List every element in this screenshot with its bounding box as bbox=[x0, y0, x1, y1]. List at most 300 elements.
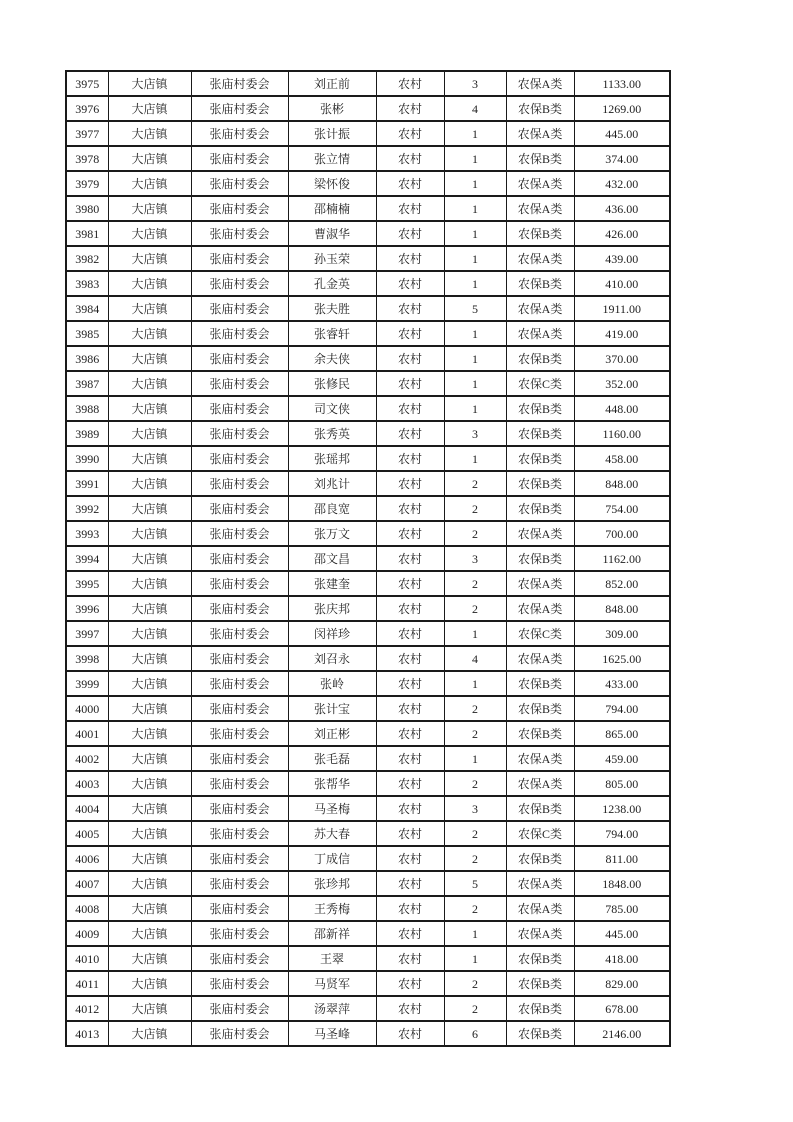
cell-village-committee: 张庙村委会 bbox=[191, 271, 288, 296]
cell-person-name: 余夫侠 bbox=[288, 346, 376, 371]
cell-insurance-category: 农保B类 bbox=[506, 721, 574, 746]
cell-insurance-category: 农保A类 bbox=[506, 121, 574, 146]
cell-person-count: 1 bbox=[444, 321, 506, 346]
cell-amount: 459.00 bbox=[574, 746, 670, 771]
cell-insurance-category: 农保B类 bbox=[506, 846, 574, 871]
cell-residence-type: 农村 bbox=[376, 471, 444, 496]
cell-serial-number: 3984 bbox=[66, 296, 108, 321]
cell-amount: 1625.00 bbox=[574, 646, 670, 671]
cell-serial-number: 4001 bbox=[66, 721, 108, 746]
cell-residence-type: 农村 bbox=[376, 171, 444, 196]
cell-residence-type: 农村 bbox=[376, 596, 444, 621]
cell-person-name: 司文侠 bbox=[288, 396, 376, 421]
cell-town: 大店镇 bbox=[108, 396, 191, 421]
cell-person-name: 邵良宽 bbox=[288, 496, 376, 521]
cell-insurance-category: 农保A类 bbox=[506, 521, 574, 546]
cell-town: 大店镇 bbox=[108, 796, 191, 821]
cell-residence-type: 农村 bbox=[376, 971, 444, 996]
table-row bbox=[66, 646, 670, 671]
table-row bbox=[66, 371, 670, 396]
cell-residence-type: 农村 bbox=[376, 846, 444, 871]
cell-person-count: 1 bbox=[444, 621, 506, 646]
cell-town: 大店镇 bbox=[108, 846, 191, 871]
cell-town: 大店镇 bbox=[108, 1021, 191, 1046]
cell-town: 大店镇 bbox=[108, 221, 191, 246]
insurance-records-table bbox=[65, 70, 671, 1047]
cell-person-name: 马贤军 bbox=[288, 971, 376, 996]
cell-person-count: 1 bbox=[444, 396, 506, 421]
cell-amount: 448.00 bbox=[574, 396, 670, 421]
cell-town: 大店镇 bbox=[108, 721, 191, 746]
cell-person-count: 1 bbox=[444, 196, 506, 221]
cell-village-committee: 张庙村委会 bbox=[191, 971, 288, 996]
cell-amount: 374.00 bbox=[574, 146, 670, 171]
cell-serial-number: 3981 bbox=[66, 221, 108, 246]
cell-person-name: 王秀梅 bbox=[288, 896, 376, 921]
cell-residence-type: 农村 bbox=[376, 521, 444, 546]
cell-person-count: 2 bbox=[444, 571, 506, 596]
cell-person-count: 3 bbox=[444, 71, 506, 96]
cell-insurance-category: 农保A类 bbox=[506, 921, 574, 946]
cell-residence-type: 农村 bbox=[376, 396, 444, 421]
cell-serial-number: 4006 bbox=[66, 846, 108, 871]
cell-town: 大店镇 bbox=[108, 946, 191, 971]
table-row bbox=[66, 321, 670, 346]
cell-serial-number: 3990 bbox=[66, 446, 108, 471]
cell-insurance-category: 农保B类 bbox=[506, 346, 574, 371]
cell-serial-number: 3986 bbox=[66, 346, 108, 371]
cell-insurance-category: 农保B类 bbox=[506, 696, 574, 721]
cell-village-committee: 张庙村委会 bbox=[191, 421, 288, 446]
cell-amount: 445.00 bbox=[574, 921, 670, 946]
cell-amount: 754.00 bbox=[574, 496, 670, 521]
cell-town: 大店镇 bbox=[108, 271, 191, 296]
cell-town: 大店镇 bbox=[108, 371, 191, 396]
cell-village-committee: 张庙村委会 bbox=[191, 71, 288, 96]
cell-serial-number: 3989 bbox=[66, 421, 108, 446]
cell-town: 大店镇 bbox=[108, 821, 191, 846]
cell-insurance-category: 农保B类 bbox=[506, 796, 574, 821]
cell-serial-number: 3982 bbox=[66, 246, 108, 271]
cell-person-count: 1 bbox=[444, 171, 506, 196]
cell-person-count: 1 bbox=[444, 446, 506, 471]
cell-village-committee: 张庙村委会 bbox=[191, 221, 288, 246]
cell-person-name: 汤翠萍 bbox=[288, 996, 376, 1021]
cell-village-committee: 张庙村委会 bbox=[191, 771, 288, 796]
cell-insurance-category: 农保C类 bbox=[506, 371, 574, 396]
cell-person-name: 张立情 bbox=[288, 146, 376, 171]
cell-town: 大店镇 bbox=[108, 746, 191, 771]
cell-serial-number: 3997 bbox=[66, 621, 108, 646]
records-table-body bbox=[66, 71, 670, 1046]
cell-insurance-category: 农保A类 bbox=[506, 171, 574, 196]
cell-residence-type: 农村 bbox=[376, 121, 444, 146]
cell-residence-type: 农村 bbox=[376, 946, 444, 971]
cell-serial-number: 4005 bbox=[66, 821, 108, 846]
cell-serial-number: 4000 bbox=[66, 696, 108, 721]
cell-insurance-category: 农保A类 bbox=[506, 296, 574, 321]
cell-village-committee: 张庙村委会 bbox=[191, 621, 288, 646]
cell-town: 大店镇 bbox=[108, 346, 191, 371]
cell-town: 大店镇 bbox=[108, 646, 191, 671]
table-row bbox=[66, 546, 670, 571]
cell-residence-type: 农村 bbox=[376, 1021, 444, 1046]
cell-town: 大店镇 bbox=[108, 871, 191, 896]
cell-person-name: 邵新祥 bbox=[288, 921, 376, 946]
cell-amount: 439.00 bbox=[574, 246, 670, 271]
cell-town: 大店镇 bbox=[108, 496, 191, 521]
cell-town: 大店镇 bbox=[108, 696, 191, 721]
cell-insurance-category: 农保A类 bbox=[506, 771, 574, 796]
cell-person-name: 梁怀俊 bbox=[288, 171, 376, 196]
cell-amount: 419.00 bbox=[574, 321, 670, 346]
cell-person-name: 刘召永 bbox=[288, 646, 376, 671]
cell-town: 大店镇 bbox=[108, 896, 191, 921]
cell-serial-number: 4011 bbox=[66, 971, 108, 996]
table-row bbox=[66, 121, 670, 146]
cell-amount: 805.00 bbox=[574, 771, 670, 796]
cell-person-count: 1 bbox=[444, 346, 506, 371]
cell-village-committee: 张庙村委会 bbox=[191, 471, 288, 496]
table-row bbox=[66, 971, 670, 996]
cell-town: 大店镇 bbox=[108, 321, 191, 346]
table-row bbox=[66, 946, 670, 971]
cell-residence-type: 农村 bbox=[376, 96, 444, 121]
cell-insurance-category: 农保B类 bbox=[506, 96, 574, 121]
cell-amount: 426.00 bbox=[574, 221, 670, 246]
cell-serial-number: 4003 bbox=[66, 771, 108, 796]
table-row bbox=[66, 221, 670, 246]
cell-insurance-category: 农保A类 bbox=[506, 321, 574, 346]
cell-village-committee: 张庙村委会 bbox=[191, 296, 288, 321]
cell-amount: 785.00 bbox=[574, 896, 670, 921]
cell-person-count: 2 bbox=[444, 496, 506, 521]
cell-insurance-category: 农保B类 bbox=[506, 446, 574, 471]
cell-insurance-category: 农保B类 bbox=[506, 496, 574, 521]
cell-amount: 700.00 bbox=[574, 521, 670, 546]
cell-person-name: 闵祥珍 bbox=[288, 621, 376, 646]
cell-person-count: 2 bbox=[444, 896, 506, 921]
cell-serial-number: 3991 bbox=[66, 471, 108, 496]
cell-serial-number: 3985 bbox=[66, 321, 108, 346]
cell-town: 大店镇 bbox=[108, 671, 191, 696]
cell-amount: 410.00 bbox=[574, 271, 670, 296]
cell-amount: 794.00 bbox=[574, 821, 670, 846]
cell-insurance-category: 农保A类 bbox=[506, 871, 574, 896]
cell-village-committee: 张庙村委会 bbox=[191, 246, 288, 271]
cell-person-name: 张计振 bbox=[288, 121, 376, 146]
table-row bbox=[66, 746, 670, 771]
cell-village-committee: 张庙村委会 bbox=[191, 396, 288, 421]
cell-residence-type: 农村 bbox=[376, 996, 444, 1021]
cell-village-committee: 张庙村委会 bbox=[191, 846, 288, 871]
cell-residence-type: 农村 bbox=[376, 646, 444, 671]
cell-serial-number: 3993 bbox=[66, 521, 108, 546]
cell-person-count: 2 bbox=[444, 471, 506, 496]
cell-person-name: 邵文昌 bbox=[288, 546, 376, 571]
cell-insurance-category: 农保A类 bbox=[506, 646, 574, 671]
cell-serial-number: 3980 bbox=[66, 196, 108, 221]
cell-village-committee: 张庙村委会 bbox=[191, 96, 288, 121]
cell-residence-type: 农村 bbox=[376, 921, 444, 946]
cell-person-count: 6 bbox=[444, 1021, 506, 1046]
cell-person-name: 张珍邦 bbox=[288, 871, 376, 896]
cell-village-committee: 张庙村委会 bbox=[191, 721, 288, 746]
cell-insurance-category: 农保B类 bbox=[506, 271, 574, 296]
table-row bbox=[66, 246, 670, 271]
cell-residence-type: 农村 bbox=[376, 371, 444, 396]
cell-serial-number: 3979 bbox=[66, 171, 108, 196]
cell-person-count: 2 bbox=[444, 996, 506, 1021]
cell-village-committee: 张庙村委会 bbox=[191, 496, 288, 521]
cell-amount: 445.00 bbox=[574, 121, 670, 146]
table-row bbox=[66, 521, 670, 546]
cell-amount: 432.00 bbox=[574, 171, 670, 196]
cell-serial-number: 3998 bbox=[66, 646, 108, 671]
cell-village-committee: 张庙村委会 bbox=[191, 646, 288, 671]
cell-person-count: 1 bbox=[444, 671, 506, 696]
cell-village-committee: 张庙村委会 bbox=[191, 146, 288, 171]
cell-village-committee: 张庙村委会 bbox=[191, 946, 288, 971]
cell-residence-type: 农村 bbox=[376, 871, 444, 896]
cell-person-count: 1 bbox=[444, 921, 506, 946]
cell-person-count: 3 bbox=[444, 546, 506, 571]
table-row bbox=[66, 696, 670, 721]
cell-amount: 852.00 bbox=[574, 571, 670, 596]
cell-person-name: 张计宝 bbox=[288, 696, 376, 721]
cell-person-name: 苏大春 bbox=[288, 821, 376, 846]
cell-person-name: 张修民 bbox=[288, 371, 376, 396]
cell-town: 大店镇 bbox=[108, 596, 191, 621]
cell-amount: 2146.00 bbox=[574, 1021, 670, 1046]
cell-amount: 848.00 bbox=[574, 471, 670, 496]
cell-serial-number: 3987 bbox=[66, 371, 108, 396]
cell-person-name: 张彬 bbox=[288, 96, 376, 121]
cell-insurance-category: 农保C类 bbox=[506, 621, 574, 646]
cell-amount: 458.00 bbox=[574, 446, 670, 471]
table-row bbox=[66, 471, 670, 496]
cell-amount: 829.00 bbox=[574, 971, 670, 996]
cell-person-name: 马圣峰 bbox=[288, 1021, 376, 1046]
table-row bbox=[66, 921, 670, 946]
cell-insurance-category: 农保B类 bbox=[506, 671, 574, 696]
cell-town: 大店镇 bbox=[108, 146, 191, 171]
cell-town: 大店镇 bbox=[108, 546, 191, 571]
cell-amount: 1911.00 bbox=[574, 296, 670, 321]
table-row bbox=[66, 1021, 670, 1046]
cell-village-committee: 张庙村委会 bbox=[191, 821, 288, 846]
cell-person-name: 孔金英 bbox=[288, 271, 376, 296]
cell-person-name: 张万文 bbox=[288, 521, 376, 546]
cell-amount: 1269.00 bbox=[574, 96, 670, 121]
table-row bbox=[66, 421, 670, 446]
cell-insurance-category: 农保A类 bbox=[506, 71, 574, 96]
cell-serial-number: 4008 bbox=[66, 896, 108, 921]
cell-insurance-category: 农保B类 bbox=[506, 996, 574, 1021]
cell-residence-type: 农村 bbox=[376, 71, 444, 96]
cell-person-name: 刘正彬 bbox=[288, 721, 376, 746]
cell-serial-number: 4002 bbox=[66, 746, 108, 771]
cell-residence-type: 农村 bbox=[376, 671, 444, 696]
cell-village-committee: 张庙村委会 bbox=[191, 796, 288, 821]
cell-town: 大店镇 bbox=[108, 71, 191, 96]
table-row bbox=[66, 171, 670, 196]
cell-residence-type: 农村 bbox=[376, 821, 444, 846]
cell-village-committee: 张庙村委会 bbox=[191, 671, 288, 696]
table-row bbox=[66, 796, 670, 821]
table-row bbox=[66, 846, 670, 871]
table-row bbox=[66, 821, 670, 846]
table-row bbox=[66, 296, 670, 321]
cell-village-committee: 张庙村委会 bbox=[191, 996, 288, 1021]
cell-town: 大店镇 bbox=[108, 621, 191, 646]
cell-person-count: 1 bbox=[444, 246, 506, 271]
cell-person-count: 2 bbox=[444, 971, 506, 996]
cell-residence-type: 农村 bbox=[376, 271, 444, 296]
cell-village-committee: 张庙村委会 bbox=[191, 346, 288, 371]
cell-insurance-category: 农保B类 bbox=[506, 396, 574, 421]
table-row bbox=[66, 596, 670, 621]
cell-insurance-category: 农保A类 bbox=[506, 246, 574, 271]
cell-serial-number: 4004 bbox=[66, 796, 108, 821]
cell-serial-number: 3988 bbox=[66, 396, 108, 421]
cell-person-count: 2 bbox=[444, 821, 506, 846]
cell-residence-type: 农村 bbox=[376, 621, 444, 646]
cell-serial-number: 4010 bbox=[66, 946, 108, 971]
cell-residence-type: 农村 bbox=[376, 346, 444, 371]
cell-residence-type: 农村 bbox=[376, 246, 444, 271]
cell-person-name: 张睿轩 bbox=[288, 321, 376, 346]
table-row bbox=[66, 196, 670, 221]
cell-town: 大店镇 bbox=[108, 971, 191, 996]
cell-person-name: 张庆邦 bbox=[288, 596, 376, 621]
cell-amount: 352.00 bbox=[574, 371, 670, 396]
cell-residence-type: 农村 bbox=[376, 771, 444, 796]
cell-insurance-category: 农保A类 bbox=[506, 196, 574, 221]
cell-village-committee: 张庙村委会 bbox=[191, 446, 288, 471]
cell-insurance-category: 农保A类 bbox=[506, 746, 574, 771]
cell-town: 大店镇 bbox=[108, 421, 191, 446]
cell-town: 大店镇 bbox=[108, 921, 191, 946]
cell-town: 大店镇 bbox=[108, 996, 191, 1021]
cell-village-committee: 张庙村委会 bbox=[191, 921, 288, 946]
cell-person-count: 1 bbox=[444, 121, 506, 146]
cell-insurance-category: 农保B类 bbox=[506, 946, 574, 971]
table-row bbox=[66, 146, 670, 171]
table-row bbox=[66, 96, 670, 121]
cell-amount: 848.00 bbox=[574, 596, 670, 621]
cell-person-count: 1 bbox=[444, 946, 506, 971]
cell-village-committee: 张庙村委会 bbox=[191, 171, 288, 196]
cell-insurance-category: 农保B类 bbox=[506, 546, 574, 571]
cell-village-committee: 张庙村委会 bbox=[191, 321, 288, 346]
cell-serial-number: 3992 bbox=[66, 496, 108, 521]
cell-residence-type: 农村 bbox=[376, 896, 444, 921]
cell-residence-type: 农村 bbox=[376, 421, 444, 446]
cell-person-count: 2 bbox=[444, 696, 506, 721]
cell-residence-type: 农村 bbox=[376, 696, 444, 721]
table-row bbox=[66, 496, 670, 521]
cell-amount: 370.00 bbox=[574, 346, 670, 371]
cell-town: 大店镇 bbox=[108, 446, 191, 471]
cell-person-name: 马圣梅 bbox=[288, 796, 376, 821]
cell-village-committee: 张庙村委会 bbox=[191, 696, 288, 721]
cell-amount: 1238.00 bbox=[574, 796, 670, 821]
cell-person-count: 2 bbox=[444, 771, 506, 796]
table-row bbox=[66, 571, 670, 596]
cell-insurance-category: 农保B类 bbox=[506, 421, 574, 446]
cell-serial-number: 3996 bbox=[66, 596, 108, 621]
cell-person-count: 3 bbox=[444, 796, 506, 821]
cell-person-count: 2 bbox=[444, 596, 506, 621]
cell-serial-number: 4012 bbox=[66, 996, 108, 1021]
cell-serial-number: 3978 bbox=[66, 146, 108, 171]
cell-amount: 1160.00 bbox=[574, 421, 670, 446]
cell-village-committee: 张庙村委会 bbox=[191, 521, 288, 546]
cell-residence-type: 农村 bbox=[376, 721, 444, 746]
cell-amount: 1162.00 bbox=[574, 546, 670, 571]
cell-amount: 433.00 bbox=[574, 671, 670, 696]
cell-serial-number: 3994 bbox=[66, 546, 108, 571]
cell-serial-number: 3976 bbox=[66, 96, 108, 121]
cell-town: 大店镇 bbox=[108, 296, 191, 321]
cell-serial-number: 4007 bbox=[66, 871, 108, 896]
cell-town: 大店镇 bbox=[108, 471, 191, 496]
table-row bbox=[66, 996, 670, 1021]
cell-person-name: 丁成信 bbox=[288, 846, 376, 871]
cell-amount: 678.00 bbox=[574, 996, 670, 1021]
cell-person-count: 2 bbox=[444, 846, 506, 871]
cell-amount: 811.00 bbox=[574, 846, 670, 871]
cell-insurance-category: 农保B类 bbox=[506, 221, 574, 246]
cell-town: 大店镇 bbox=[108, 196, 191, 221]
table-row bbox=[66, 771, 670, 796]
cell-serial-number: 4013 bbox=[66, 1021, 108, 1046]
cell-town: 大店镇 bbox=[108, 171, 191, 196]
table-row bbox=[66, 721, 670, 746]
cell-village-committee: 张庙村委会 bbox=[191, 571, 288, 596]
table-row bbox=[66, 271, 670, 296]
cell-village-committee: 张庙村委会 bbox=[191, 121, 288, 146]
cell-serial-number: 3995 bbox=[66, 571, 108, 596]
cell-amount: 436.00 bbox=[574, 196, 670, 221]
cell-village-committee: 张庙村委会 bbox=[191, 896, 288, 921]
cell-town: 大店镇 bbox=[108, 571, 191, 596]
cell-person-count: 1 bbox=[444, 146, 506, 171]
cell-village-committee: 张庙村委会 bbox=[191, 746, 288, 771]
cell-residence-type: 农村 bbox=[376, 796, 444, 821]
cell-person-count: 4 bbox=[444, 646, 506, 671]
cell-serial-number: 3977 bbox=[66, 121, 108, 146]
cell-person-count: 5 bbox=[444, 871, 506, 896]
cell-insurance-category: 农保B类 bbox=[506, 971, 574, 996]
cell-insurance-category: 农保C类 bbox=[506, 821, 574, 846]
cell-town: 大店镇 bbox=[108, 96, 191, 121]
cell-amount: 1848.00 bbox=[574, 871, 670, 896]
cell-town: 大店镇 bbox=[108, 121, 191, 146]
cell-person-name: 张瑶邦 bbox=[288, 446, 376, 471]
cell-village-committee: 张庙村委会 bbox=[191, 371, 288, 396]
cell-insurance-category: 农保B类 bbox=[506, 1021, 574, 1046]
cell-residence-type: 农村 bbox=[376, 296, 444, 321]
cell-person-name: 张夫胜 bbox=[288, 296, 376, 321]
cell-person-count: 5 bbox=[444, 296, 506, 321]
cell-residence-type: 农村 bbox=[376, 221, 444, 246]
cell-residence-type: 农村 bbox=[376, 146, 444, 171]
cell-person-name: 张岭 bbox=[288, 671, 376, 696]
cell-amount: 794.00 bbox=[574, 696, 670, 721]
cell-village-committee: 张庙村委会 bbox=[191, 546, 288, 571]
